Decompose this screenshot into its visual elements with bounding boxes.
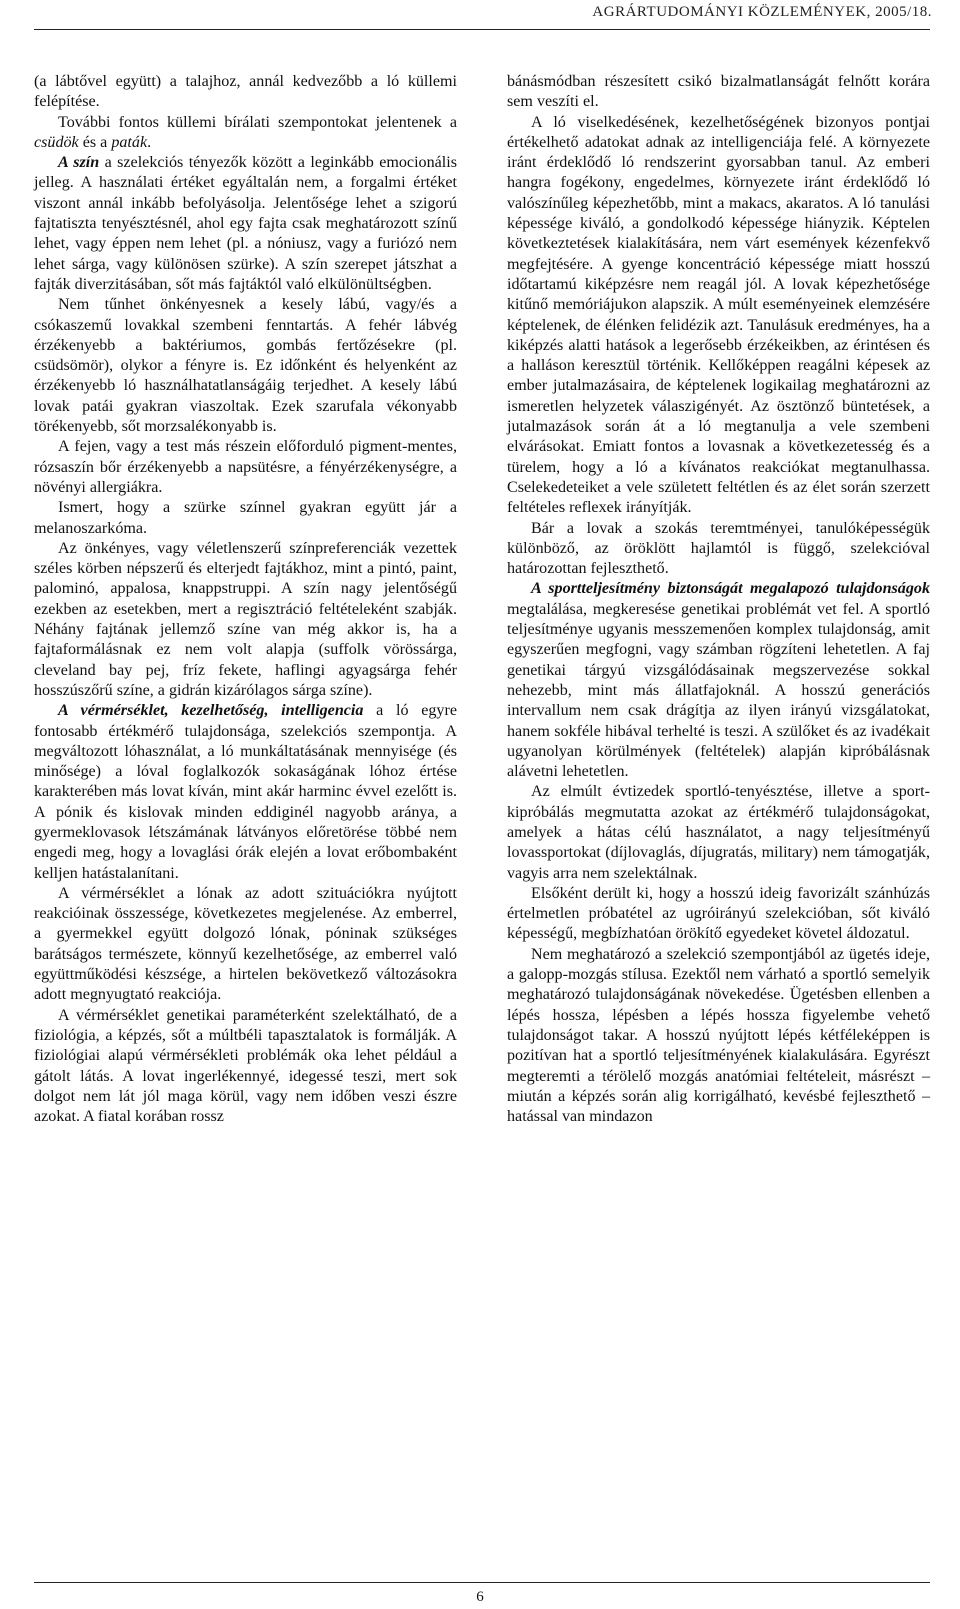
paragraph: A vérmérséklet genetikai paraméterként szelektálható, de a fiziológia, a képzés, sőt a múltbéli tapasztalatok is formálják. A fiziológiai alapú vérmérsékleti problémák oka lehet például a gátolt látás. A lovat ingerlékennyé, idegessé teszi, mert sok dolgot nem lát jól maga körül, vagy nem időben veszi észre azokat. A fiatal korában rossz xyxy=(34,1006,457,1126)
text-run: és a xyxy=(78,133,112,151)
text-run: a szelekciós tényezők között a leginkább emocionális jelleg. A használati értéket egyáltalán nem, a forgalmi értéket viszont annál inkább befolyásolja. Jelentősége lehet a szigorú fajtatiszta tenyésztésnél, ahol egy fajta csak meghatározott színű lehet, vagy éppen nem lehet (pl. a nóniusz, vagy a furiózó nem lehet sárga, vagy különösen szürke). A szín szerepet játszhat a fajták diverzitásában, sőt más fajtáktól való elkülönültségben. xyxy=(34,154,457,293)
paragraph: Elsőként derült ki, hogy a hosszú ideig favorizált szánhúzás értelmetlen próbatétel az ugróirányú szelekcióban, sőt kiváló képességű, megbízhatóan örökítő egyedeket követel áldozatul. xyxy=(507,884,930,943)
paragraph xyxy=(34,153,457,295)
italic-term: csüdök xyxy=(34,133,79,151)
section-lead-term: A vérmérséklet, kezelhetőség, intelligencia xyxy=(58,702,364,720)
paragraph: bánásmódban részesített csikó bizalmatlanságát felnőtt korára sem veszíti el. xyxy=(507,73,930,111)
paragraph: Az elmúlt évtizedek sportló-tenyésztése, illetve a sport-kipróbálás megmutatta azokat az értékmérő tulajdonságokat, amelyek a hátas célú használatot, a nagy teljesítményű lovassportokat (díjlovaglás, díjugratás, military) nem támogatják, vagyis arra nem szelektálnak. xyxy=(507,783,930,882)
paragraph: Ismert, hogy a szürke színnel gyakran együtt jár a melanoszarkóma. xyxy=(34,499,457,537)
text-run: További fontos küllemi bírálati szempontokat jelentenek a xyxy=(58,113,457,131)
running-header: AGRÁRTUDOMÁNYI KÖZLEMÉNYEK, 2005/18. xyxy=(592,4,932,20)
footer-rule xyxy=(34,1582,930,1583)
paragraph xyxy=(34,701,457,884)
paragraph xyxy=(34,113,457,154)
text-run: megtalálása, megkeresése genetikai problémát vet fel. A sportló teljesítménye ugyanis messzemenően komplex tulajdonság, amit egyszerűen megfogni, vagy számban rögzíteni lehetetlen. A faj genetikai tárgyú vizsgálódásainak megszervezése sokkal nehezebb, mint más állatfajoknál. A hosszú generációs intervallum nem csak drágítja az ilyen irányú vizsgálatokat, hanem sokféle hibával terhelté is teszi. A szülőket és az ivadékait ugyanolyan körülmények (feltételek) alapján kipróbálásnak alávetni lehetetlen. xyxy=(507,600,930,781)
section-lead-term: A szín xyxy=(58,154,100,172)
left-column xyxy=(34,72,457,1127)
paragraph: Nem meghatározó a szelekció szempontjából az ügetés ideje, a galopp-mozgás stílusa. Ezektől nem várható a sportló semelyik meghatározó tulajdonságának növekedése. Ügetésben ellenben a lépés hossza, lépésben a lépés hossza figyelembe vehető tulajdonságot takar. A hosszú nyújtott lépés kétféleképpen is pozitívan hat a sportló teljesítményének kialakulására. Egyrészt megteremti a térölelő mozgás anatómiai feltételeit, másrészt – miután a képzés során alig korrigálható, kevésbé fejleszthető – hatással van mindazon xyxy=(507,945,930,1126)
paragraph: Bár a lovak a szokás teremtményei, tanulóképességük különböző, az öröklött hajlamtól is függő, szelekcióval határozottan fejleszthető. xyxy=(507,519,930,578)
text-run: a ló egyre fontosabb értékmérő tulajdonsága, szelekciós szempontja. A megváltozott lóhasználat, a ló munkáltatásának mennyisége (és minősége) a lóval foglalkozók sokaságának lóhoz értése karakterében más lovat kíván, mint akár harminc évvel ezelőtt is. A pónik és kislovak minden eddiginél nagyobb aránya, a gyermeklovasok létszámának látványos előretörése többé nem engedi meg, hogy a lovaglási órák elején a lovat erőbombaként kelljen hatástalanítani. xyxy=(34,702,457,882)
paragraph: (a lábtővel együtt) a talajhoz, annál kedvezőbb a ló küllemi felépítése. xyxy=(34,73,457,111)
italic-term: paták xyxy=(111,133,148,151)
page-number: 6 xyxy=(476,1589,484,1605)
paragraph: A ló viselkedésének, kezelhetőségének bizonyos pontjai értékelhető adatokat adnak az intelligenciája felé. A környezete iránt érdeklődő ló rendszerint gyorsabban tanul. Az emberi hangra fogékony, engedelmes, környezete iránt érdeklődő ló valószínűleg képezhetőbb, mint a makacs, akaratos. A ló tanulási képessége kiváló, a gondolkodó képessége hiányzik. Képtelen következtetések kialakítására, nem várt események kézenfekvő megfejtésére. A gyenge koncentráció képessége miatt hosszú időtartamú kiképzésre nem reagál jól. A lovak képezhetősége kitűnő memóriájukon alapszik. A múlt eseményeinek elemzésére képtelenek, de élénken felidézik azt. Tanulásuk eredményes, ha a kiképzés alatti hatások a legerősebb érzékeikben, az érintésen és a halláson keresztül történik. Kellőképpen reagálni képesek az ember jutalmazásaira, de képtelenek logikailag meghatározni az ismeretlen helyzetek válaszigényét. Az ösztönző büntetések, a jutalmazások során át a ló megtanulja a vele szembeni elvárásokat. Emiatt fontos a lovasnak a következetesség és a türelem, hogy a ló a kívánatos reakciókat megtanulhassa. Cselekedeteiket a vele született feltétlen és az élet során szerzett feltételes reflexek irányítják. xyxy=(507,113,930,517)
paragraph: A fejen, vagy a test más részein előforduló pigment-mentes, rózsaszín bőr érzékenyebb a napsütésre, a fényérzékenységre, a növényi allergiákra. xyxy=(34,438,457,496)
right-column xyxy=(507,72,930,1127)
section-lead-term: A sportteljesítmény biztonságát megalapozó tulajdonságok xyxy=(531,580,930,598)
paragraph: Az önkényes, vagy véletlenszerű színpreferenciák vezettek széles körben népszerű és elterjedt fajtákhoz, mint a pintó, paint, palominó, appalosa, knappstruppi. A szín nagy jelentőségű ezekben az esetekben, mert a regisztráció feltételeként szabják. Néhány fajtának jellemző színe van még akkor is, ha a fajtaformálásnak ez nem volt alapja (suffolk vörössárga, cleveland bay pej, fríz fekete, haflingi agyagsárga fehér hosszúszőrű színe, a gidrán kizárólagos sárga színe). xyxy=(34,539,457,699)
paragraph xyxy=(507,579,930,782)
header-rule xyxy=(34,29,930,30)
text-run: . xyxy=(147,133,152,151)
paragraph: A vérmérséklet a lónak az adott szituációkra nyújtott reakcióinak összessége, következetes megjelenése. Az emberrel, a gyermekkel együtt dolgozó lónak, póninak szükséges barátságos természete, könnyű kezelhetősége, az emberrel való együttműködési készsége, a hirtelen bekövetkező változásokra adott megnyugtató reakciója. xyxy=(34,884,457,1004)
paragraph: Nem tűnhet önkényesnek a kesely lábú, vagy/és a csókaszemű lovakkal szembeni fenntartás. A fehér lábvég érzékenyebb a baktériumos, gombás fertőzésekre (pl. csüdsömör), olykor a fényre is. Ez időnként és helyenként az érzékenyebb ló használhatatlanságáig terjedhet. A kesely lábú lovak patái gyakran viaszoltak. Ezek szarufala vékonyabb törékenyebb, sőt morzsalékonyabb is. xyxy=(34,296,457,436)
